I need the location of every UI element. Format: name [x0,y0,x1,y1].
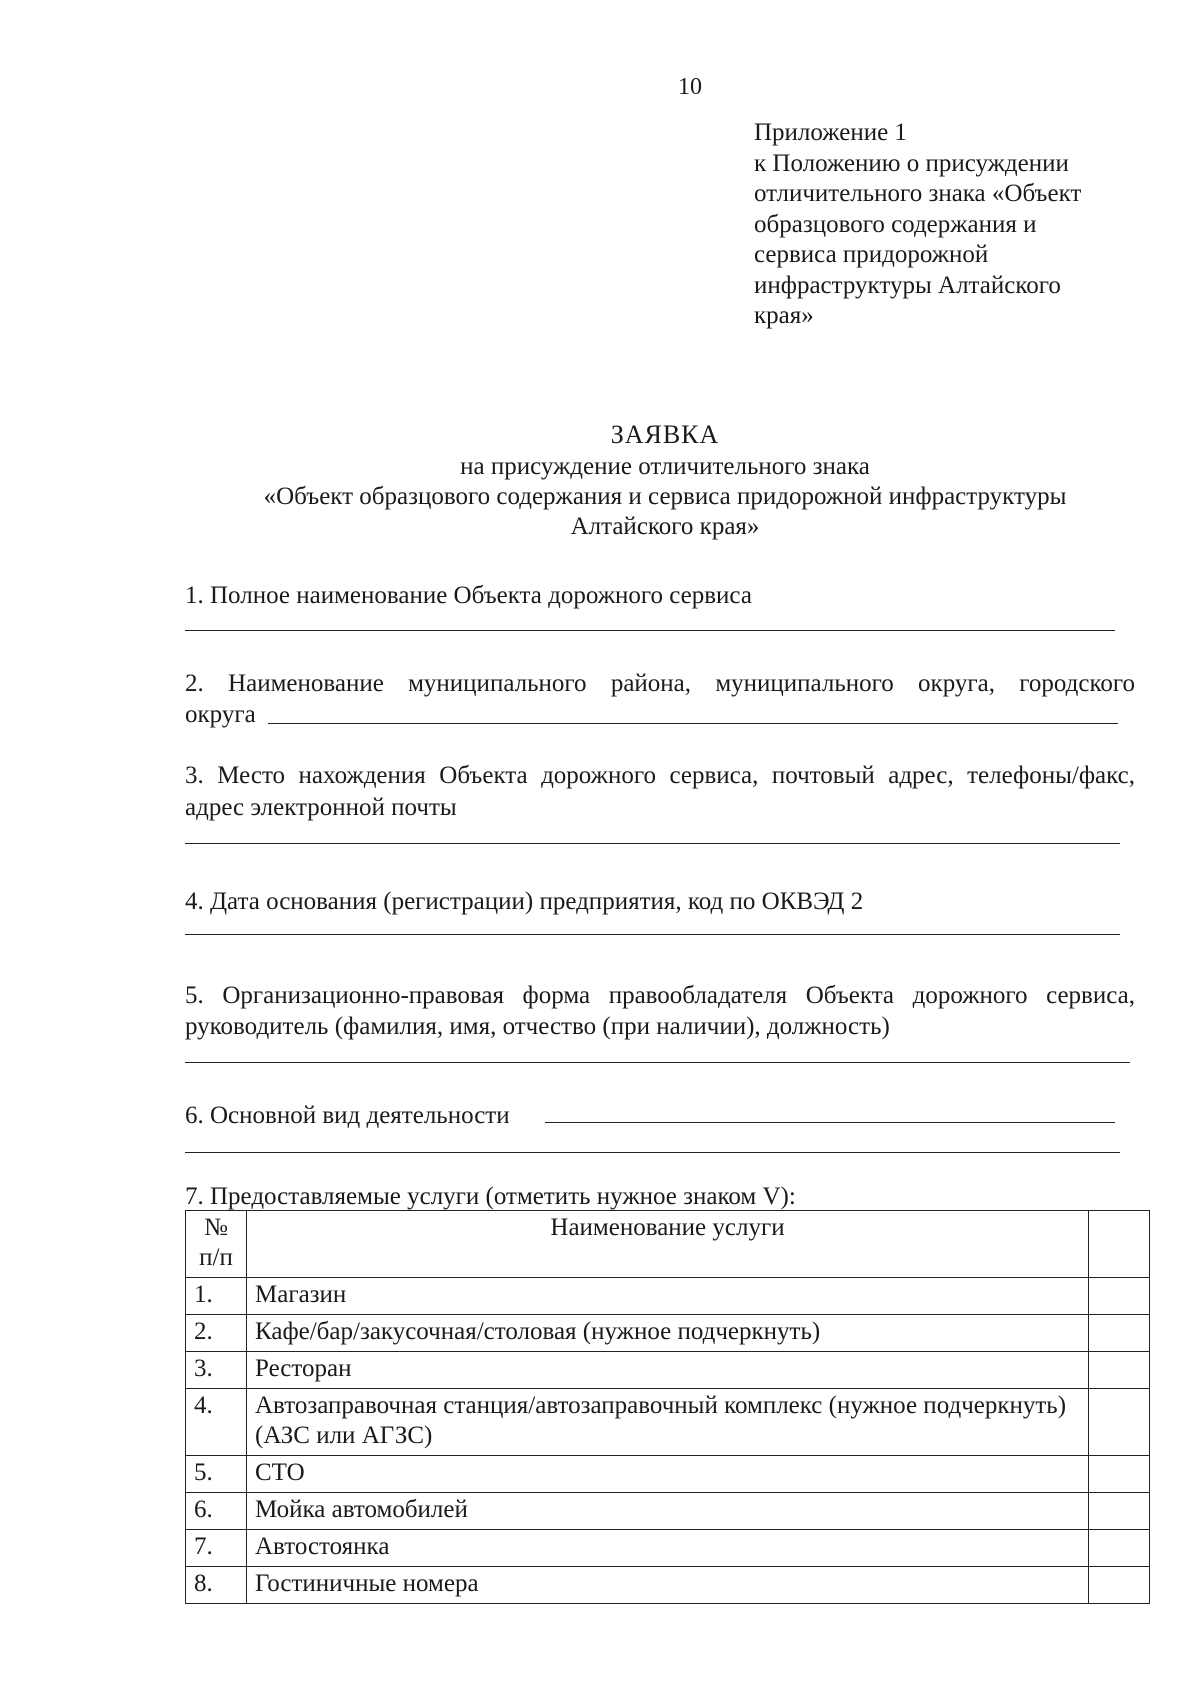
row-checkbox[interactable] [1089,1567,1150,1604]
item-2-label: 2. Наименование муниципального района, муниципального округа, городского [185,670,1135,697]
row-checkbox[interactable] [1089,1493,1150,1530]
row-service-name: Автозаправочная станция/автозаправочный комплекс (нужное подчеркнуть) (АЗС или АГЗС) [247,1389,1089,1456]
item-7-label: 7. Предоставляемые услуги (отметить нужное знаком V): [185,1183,796,1210]
item-4-label: 4. Дата основания (регистрации) предприятия, код по ОКВЭД 2 [185,888,864,915]
item-6-field[interactable] [545,1122,1115,1123]
row-checkbox[interactable] [1089,1278,1150,1315]
appendix-line: образцового содержания и [754,210,1037,238]
appendix-line: Приложение 1 [754,119,907,146]
item-5-label-cont: руководитель (фамилия, имя, отчество (при наличии), должность) [185,1013,890,1040]
item-2 [185,668,1135,699]
item-3-label-cont: адрес электронной почты [185,794,457,821]
page-number: 10 [678,74,702,100]
row-num: 5. [186,1456,247,1493]
document-title [185,420,1145,542]
table-row [186,1530,1150,1567]
row-num: 3. [186,1352,247,1389]
title-heading: ЗАЯВКА [610,420,720,449]
appendix-line: отличительного знака «Объект [754,180,1082,207]
title-line: «Объект образцового содержания и сервиса придорожной инфраструктуры [263,483,1067,510]
item-5-label: 5. Организационно-правовая форма правообладателя Объекта дорожного сервиса, [185,982,1135,1009]
row-service-name: СТО [247,1456,1089,1493]
table-header-name: Наименование услуги [247,1211,1089,1278]
table-row [186,1493,1150,1530]
item-6-label: 6. Основной вид деятельности [185,1102,510,1129]
row-service-name: Магазин [247,1278,1089,1315]
row-service-name: Кафе/бар/закусочная/столовая (нужное подчеркнуть) [247,1315,1089,1352]
table-header-check [1089,1211,1150,1278]
item-6-field-2[interactable] [185,1152,1120,1153]
item-5-field[interactable] [185,1062,1130,1063]
table-row [186,1315,1150,1352]
row-checkbox[interactable] [1089,1456,1150,1493]
appendix-line: края» [754,302,814,329]
row-service-name: Мойка автомобилей [247,1493,1089,1530]
services-table [185,1210,1150,1604]
title-line: Алтайского края» [570,513,760,540]
title-line: на присуждение отличительного знака [460,453,870,480]
row-service-name: Ресторан [247,1352,1089,1389]
item-2-field[interactable] [268,723,1118,724]
row-checkbox[interactable] [1089,1530,1150,1567]
table-row [186,1278,1150,1315]
table-row [186,1389,1150,1456]
table-header-num: № п/п [186,1211,247,1278]
row-checkbox[interactable] [1089,1352,1150,1389]
row-num: 7. [186,1530,247,1567]
table-row [186,1456,1150,1493]
table-row [186,1352,1150,1389]
row-num: 6. [186,1493,247,1530]
row-num: 8. [186,1567,247,1604]
item-3-field[interactable] [185,843,1120,844]
row-checkbox[interactable] [1089,1389,1150,1456]
row-num: 2. [186,1315,247,1352]
table-header-row [186,1211,1150,1278]
item-5 [185,980,1135,1011]
row-num: 1. [186,1278,247,1315]
item-2-label-cont: округа [185,701,256,728]
item-3 [185,760,1135,791]
item-1-field[interactable] [185,630,1115,631]
row-service-name: Автостоянка [247,1530,1089,1567]
row-num: 4. [186,1389,247,1456]
table-row [186,1567,1150,1604]
appendix-block [754,118,1154,332]
appendix-line: сервиса придорожной [754,241,989,268]
item-3-label: 3. Место нахождения Объекта дорожного сервиса, почтовый адрес, телефоны/факс, [185,762,1135,789]
appendix-line: инфраструктуры Алтайского [754,271,1061,299]
item-1-label: 1. Полное наименование Объекта дорожного сервиса [185,582,752,609]
item-4-field[interactable] [185,934,1120,935]
row-service-name: Гостиничные номера [247,1567,1089,1604]
item-2-second-line [185,699,1135,730]
row-checkbox[interactable] [1089,1315,1150,1352]
appendix-line: к Положению о присуждении [754,149,1069,177]
